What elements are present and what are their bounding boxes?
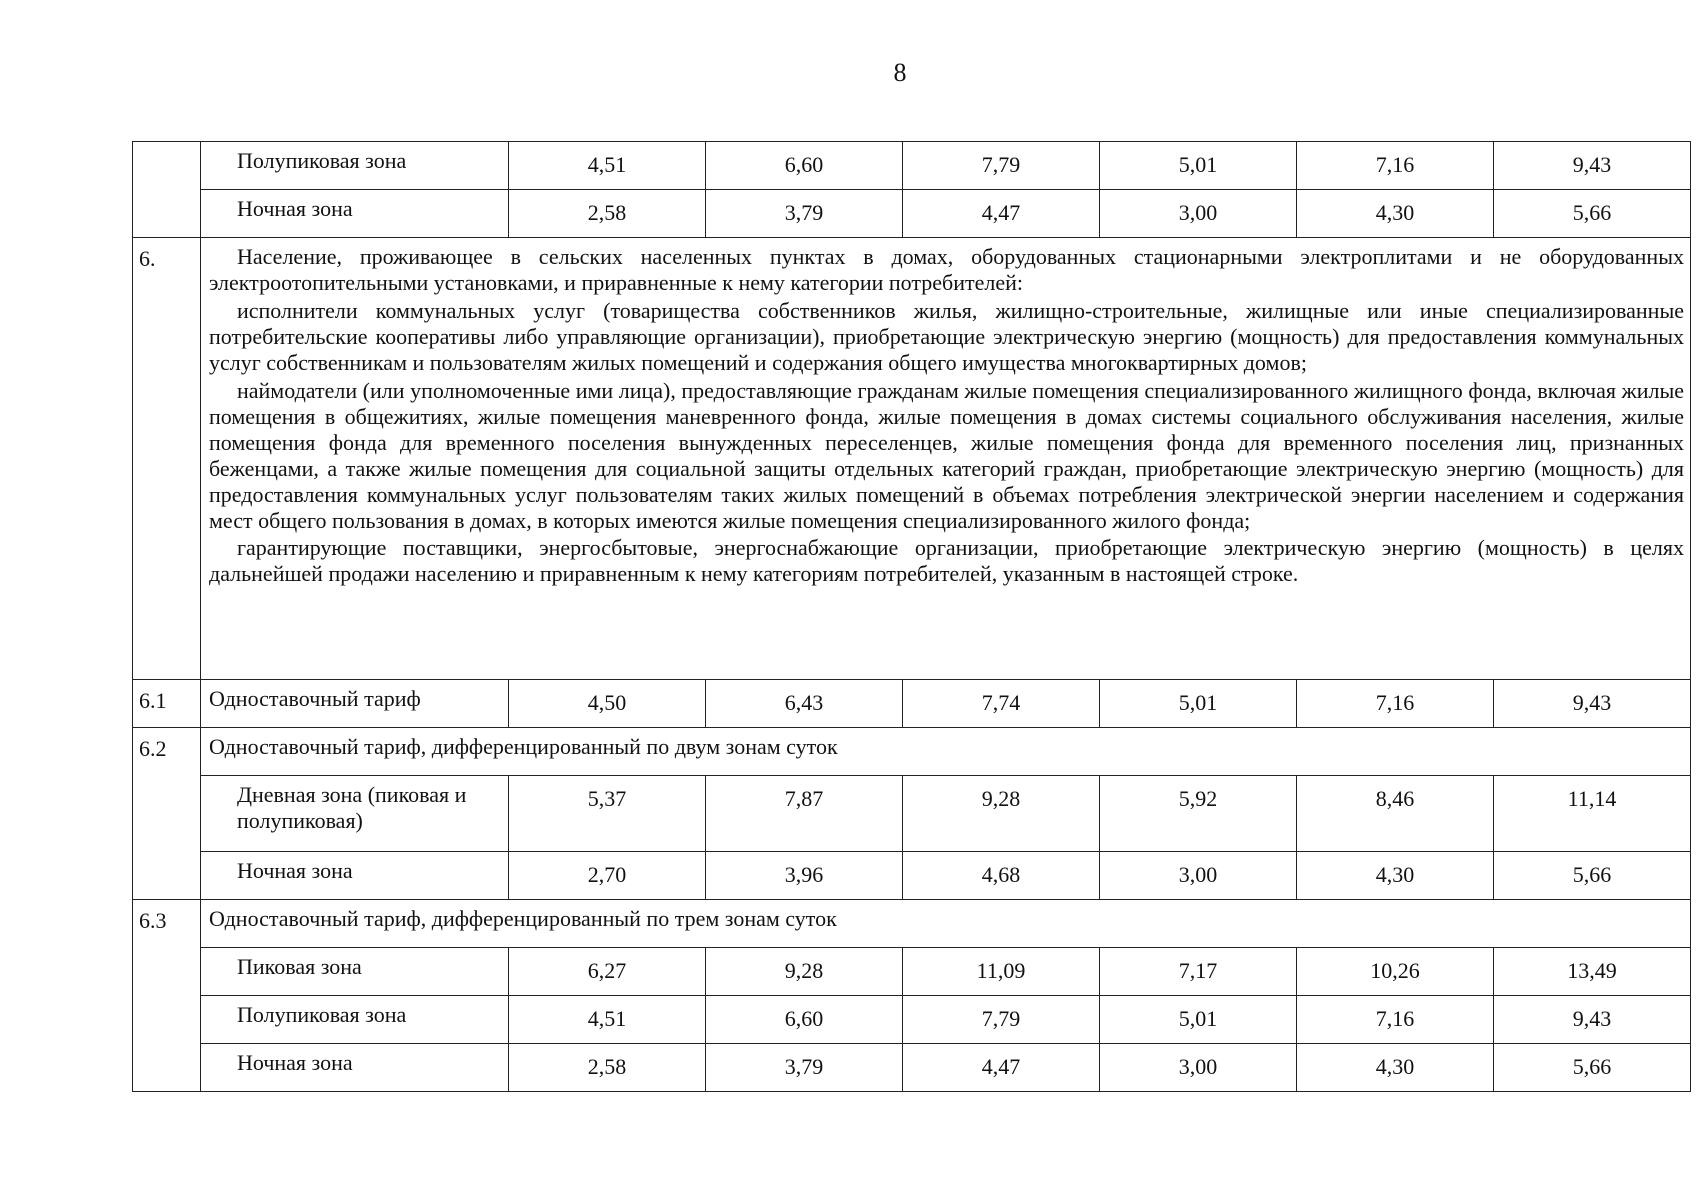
section-6-paragraph: наймодатели (или уполномоченные ими лица), предоставляющие гражданам жилые помещения специализированного жилищного фонда, включая жилые помещения в общежитиях, жилые помещения маневренного фонда, жилые помещения в домах системы социального обслуживания населения, жилые помещения фонда для временного поселения вынужденных переселенцев, жилые помещения фонда для временного поселения лиц, признанных беженцами, а также жилые помещения для социальной защиты отдельных категорий граждан, приобретающие электрическую энергию (мощность) для предоставления коммунальных услуг пользователям таких жилых помещений в объемах потребления электрической энергии населением и содержания мест общего пользования в домах, в которых имеются жилые помещения специализированного жилого фонда; (209, 377, 1684, 533)
row-index: 6.1 (133, 680, 201, 728)
value-cell: 5,01 (1100, 680, 1297, 728)
value-cell: 9,43 (1494, 680, 1691, 728)
value-cell: 2,58 (509, 190, 706, 238)
value-cell: 4,30 (1297, 1044, 1494, 1092)
value-cell: 4,68 (903, 852, 1100, 900)
table-row (133, 948, 1691, 996)
value-cell: 9,28 (903, 776, 1100, 852)
section-index: 6. (133, 238, 201, 680)
section-6-paragraph: исполнители коммунальных услуг (товарищества собственников жилья, жилищно-строительные, жилищные или иные специализированные потребительские кооперативы либо управляющие организации), приобретающие электрическую энергию (мощность) для предоставления коммунальных услуг собственникам и пользователям жилых помещений и содержания общего имущества многоквартирных домов; (209, 297, 1684, 375)
value-cell: 3,79 (706, 1044, 903, 1092)
value-cell: 7,74 (903, 680, 1100, 728)
value-cell: 5,92 (1100, 776, 1297, 852)
value-cell: 5,01 (1100, 142, 1297, 190)
value-cell: 4,30 (1297, 190, 1494, 238)
row-label: Дневная зона (пиковая и полупиковая) (201, 776, 509, 852)
value-cell: 6,43 (706, 680, 903, 728)
value-cell: 7,87 (706, 776, 903, 852)
value-cell: 7,79 (903, 142, 1100, 190)
value-cell: 7,16 (1297, 680, 1494, 728)
section-6-paragraph: гарантирующие поставщики, энергосбытовые, энергоснабжающие организации, приобретающие электрическую энергию (мощность) в целях дальнейшей продажи населению и приравненным к нему категориям потребителей, указанным в настоящей строке. (209, 535, 1684, 587)
value-cell: 7,16 (1297, 996, 1494, 1044)
index-cell-empty (133, 142, 201, 238)
value-cell: 7,16 (1297, 142, 1494, 190)
row-label: Ночная зона (201, 852, 509, 900)
table-row-6-1 (133, 680, 1691, 728)
value-cell: 3,00 (1100, 1044, 1297, 1092)
value-cell: 4,51 (509, 142, 706, 190)
table-row-section-6 (133, 238, 1691, 680)
value-cell: 6,60 (706, 996, 903, 1044)
section-title: Одноставочный тариф, дифференцированный по двум зонам суток (201, 728, 1691, 776)
value-cell: 3,96 (706, 852, 903, 900)
value-cell: 7,17 (1100, 948, 1297, 996)
value-cell: 5,66 (1494, 852, 1691, 900)
value-cell: 2,70 (509, 852, 706, 900)
value-cell: 3,00 (1100, 190, 1297, 238)
value-cell: 8,46 (1297, 776, 1494, 852)
table-row-6-2-title (133, 728, 1691, 776)
section-6-description (201, 238, 1691, 680)
value-cell: 5,66 (1494, 1044, 1691, 1092)
page-number: 8 (893, 58, 907, 87)
section-title: Одноставочный тариф, дифференцированный по трем зонам суток (201, 900, 1691, 948)
row-index: 6.2 (133, 728, 201, 900)
value-cell: 5,66 (1494, 190, 1691, 238)
value-cell: 5,37 (509, 776, 706, 852)
value-cell: 3,00 (1100, 852, 1297, 900)
value-cell: 10,26 (1297, 948, 1494, 996)
table-row (133, 996, 1691, 1044)
value-cell: 4,51 (509, 996, 706, 1044)
row-label: Полупиковая зона (201, 142, 509, 190)
table-row (133, 776, 1691, 852)
value-cell: 6,27 (509, 948, 706, 996)
row-label: Ночная зона (201, 190, 509, 238)
value-cell: 9,43 (1494, 142, 1691, 190)
value-cell: 9,28 (706, 948, 903, 996)
value-cell: 4,30 (1297, 852, 1494, 900)
value-cell: 4,47 (903, 190, 1100, 238)
value-cell: 11,09 (903, 948, 1100, 996)
row-label: Одноставочный тариф (201, 680, 509, 728)
row-index: 6.3 (133, 900, 201, 1092)
table-row (133, 1044, 1691, 1092)
table-row-6-3-title (133, 900, 1691, 948)
value-cell: 5,01 (1100, 996, 1297, 1044)
table-row (133, 142, 1691, 190)
table-row (133, 190, 1691, 238)
value-cell: 2,58 (509, 1044, 706, 1092)
value-cell: 4,47 (903, 1044, 1100, 1092)
row-label: Полупиковая зона (201, 996, 509, 1044)
value-cell: 4,50 (509, 680, 706, 728)
value-cell: 13,49 (1494, 948, 1691, 996)
value-cell: 6,60 (706, 142, 903, 190)
value-cell: 7,79 (903, 996, 1100, 1044)
value-cell: 9,43 (1494, 996, 1691, 1044)
table-row (133, 852, 1691, 900)
value-cell: 11,14 (1494, 776, 1691, 852)
row-label: Ночная зона (201, 1044, 509, 1092)
tariff-table (132, 141, 1691, 1092)
row-label: Пиковая зона (201, 948, 509, 996)
value-cell: 3,79 (706, 190, 903, 238)
section-6-paragraph: Население, проживающее в сельских населенных пунктах в домах, оборудованных стационарными электроплитами и не оборудованных электроотопительными установками, и приравненные к нему категории потребителей: (209, 244, 1684, 295)
